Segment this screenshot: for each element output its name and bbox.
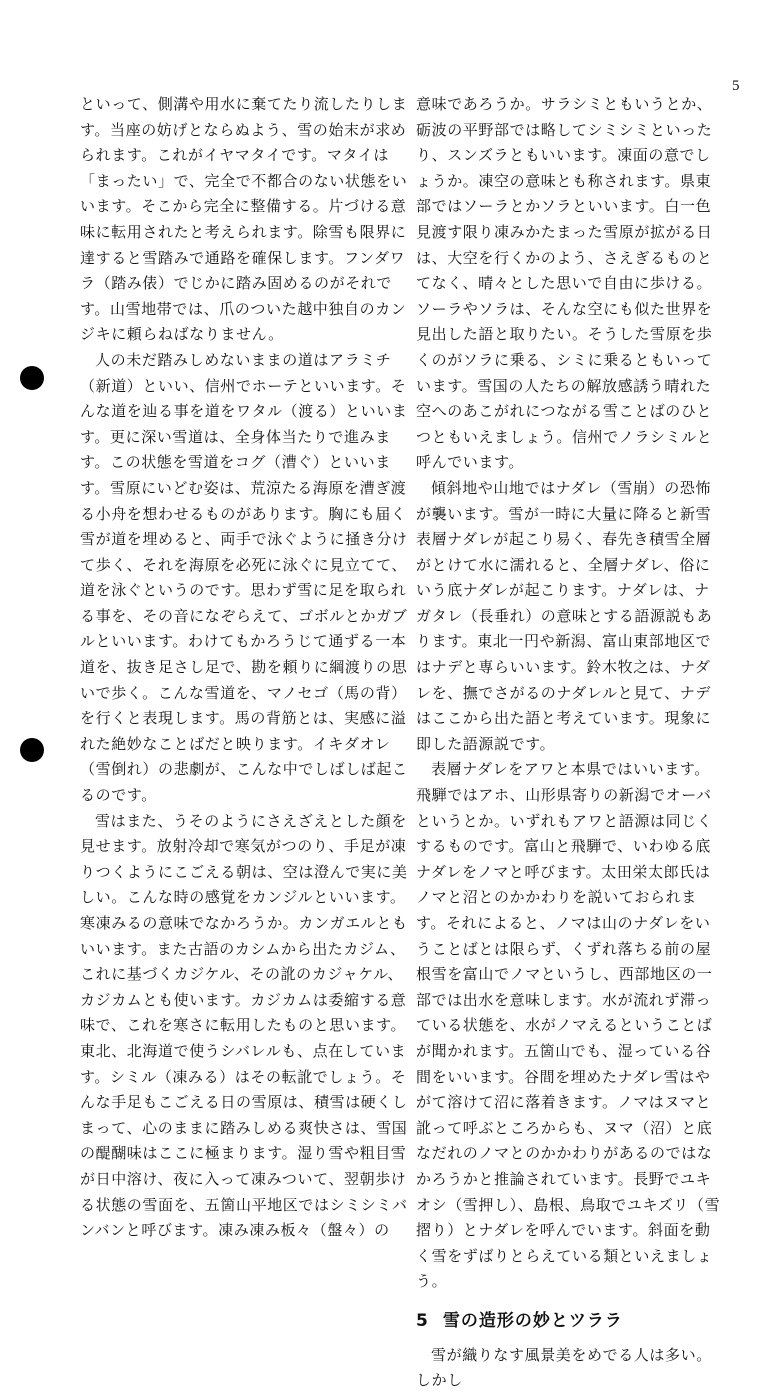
section-heading — [416, 1309, 722, 1335]
body-paragraph: 表層ナダレをアワと本県ではいいます。飛騨ではアホ、山形県寄りの新潟でオーバというとか。いずれもアワと語源は同じくするものです。富山と飛騨で、いわゆる底ナダレをノマと呼びます。太田栄太郎氏はノマと沼とのかかわりを説いておられます。それによると、ノマは山のナダレをいうことばとは限らず、くずれ落ちる前の屋根雪を富山でノマというし、西部地区の一部では出水を意味します。水が流れず滞っている状態を、水がノマえるということばが聞かれます。五箇山でも、湿っている谷間をいいます。谷間を埋めたナダレ雪はやがて溶けて沼に落着きます。ノマはヌマと訛って呼ぶところからも、ヌマ（沼）と底なだれのノマとのかかわりがあるのではなかろうかと推論されています。長野でユキオシ（雪押し）、島根、鳥取でユキズリ（雪摺り）とナダレを呼んでいます。斜面を動く雪をずばりとらえている類といえましょう。 — [416, 760, 721, 1291]
section-number: 5 — [416, 1310, 429, 1331]
body-paragraph: 雪が織りなす風景美をめでる人は多い。しかし — [416, 1345, 712, 1390]
binding-hole-top — [20, 366, 44, 390]
left-column — [80, 92, 408, 1244]
body-paragraph: 傾斜地や山地ではナダレ（雪崩）の恐怖が襲います。雪が一時に大量に降ると新雪表層ナダレが起こり易く、春先き積雪全層がとけて水に濡れると、全層ナダレ、俗にいう底ナダレが起こります。ナダレは、ナガタレ（長垂れ）の意味とする語源説もあります。東北一円や新潟、富山東部地区ではナデと専らいいます。鈴木牧之は、ナダレを、撫でさがるのナダレルと見て、ナデはここから出た語と考えています。現象に即した語源説です。 — [416, 478, 713, 753]
page-number: 5 — [732, 78, 740, 94]
right-column — [416, 92, 722, 1394]
body-paragraph: 意味であろうか。サラシミともいうとか、砺波の平野部では略してシミシミといったり、スンズラともいいます。凍面の意でしょうか。凍空の意味とも称されます。県東部ではソーラとかソラといいます。白一色見渡す限り凍みかたまった雪原が拡がる日は、大空を行くかのよう、さえぎるものとてなく、晴々とした思いで自由に歩ける。ソーラやソラは、そんな空にも似た世界を見出した語と取りたい。そうした雪原を歩くのがソラに乗る、シミに乗るともいっています。雪国の人たちの解放感誘う晴れた空へのあこがれにつながる雪ことばのひとつともいえましょう。信州でノラシミルと呼んでいます。 — [416, 95, 713, 472]
body-paragraph: 人の未だ踏みしめないままの道はアラミチ（新道）といい、信州でホーテといいます。そんな道を辿る事を道をワタル（渡る）といいます。更に深い雪道は、全身体当たりで進みます。この状態を雪道をコグ（漕ぐ）といいます。雪原にいどむ姿は、荒涼たる海原を漕ぎ渡る小舟を想わせるものがあります。胸にも届く雪が道を埋めると、両手で泳ぐように掻き分けて歩く、それを海原を必死に泳ぐに見立てて、道を泳ぐというのです。思わず雪に足を取られる事を、その音になぞらえて、ゴボルとかガブルといいます。わけてもかろうじて通ずる一本道を、抜き足さし足で、勘を頼りに綱渡りの思いで歩く。こんな雪道を、マノセゴ（馬の背）を行くと表現します。馬の背筋とは、実感に溢れた絶妙なことばだと映ります。イキダオレ（雪倒れ）の悲劇が、こんな中でしばしば起こるのです。 — [80, 350, 408, 805]
body-paragraph: 雪はまた、うそのようにさえざえとした顔を見せます。放射冷却で寒気がつのり、手足が凍りつくようにこごえる朝は、空は澄んで実に美しい。こんな時の感覚をカンジルといいます。寒凍みるの意味でなかろうか。カンガエルともいいます。また古語のカシムから出たカジム、これに基づくカジケル、その訛のカジャケル、カジカムとも使います。カジカムは委縮する意味で、これを寒さに転用したものと思います。東北、北海道で使うシバレルも、点在しています。シミル（凍みる）はその転訛でしょう。そんな手足もこごえる日の雪原は、積雪は硬くしまって、心のままに踏みしめる爽快さは、雪国の醍醐味はここに極まります。湿り雪や粗目雪が日中溶け、夜に入って凍みついて、翌朝歩ける状態の雪面を、五箇山平地区ではシミシミバンバンと呼びます。凍み凍み板々（盤々）の — [80, 811, 408, 1240]
binding-hole-bottom — [20, 738, 44, 762]
body-paragraph: といって、側溝や用水に棄てたり流したりします。当座の妨げとならぬよう、雪の始末が求められます。これがイヤマタイです。マタイは「まったい」で、完全で不都合のない状態をいいます。そこから完全に整備する。片づける意味に転用されたと考えられます。除雪も限界に達すると雪踏みで通路を確保します。フンダワラ（踏み俵）でじかに踏み固めるのがそれです。山雪地帯では、爪のついた越中独自のカンジキに頼らねばなりません。 — [80, 95, 408, 344]
section-title: 雪の造形の妙とツララ — [442, 1310, 623, 1331]
